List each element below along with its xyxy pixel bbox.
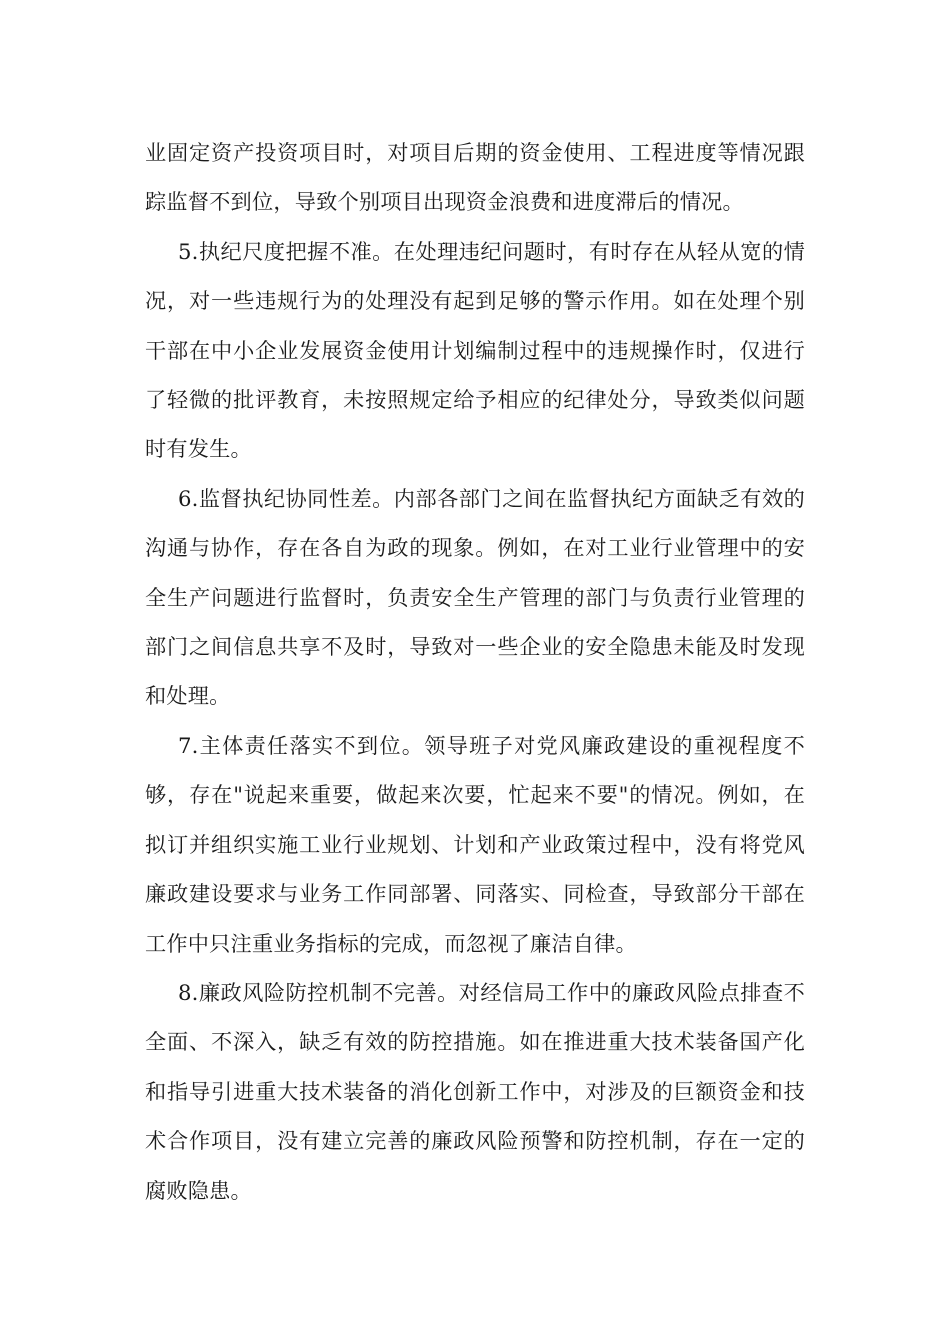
paragraph-item-8: 8.廉政风险防控机制不完善。对经信局工作中的廉政风险点排查不全面、不深入，缺乏有效的防控措施。如在推进重大技术装备国产化和指导引进重大技术装备的消化创新工作中，对涉及的巨额资金和技术合作项目，没有建立完善的廉政风险预警和防控机制，存在一定的腐败隐患。 [145, 979, 805, 1203]
paragraph-continuation: 业固定资产投资项目时，对项目后期的资金使用、工程进度等情况跟踪监督不到位，导致个别项目出现资金浪费和进度滞后的情况。 [145, 140, 805, 215]
paragraph-item-6: 6.监督执纪协同性差。内部各部门之间在监督执纪方面缺乏有效的沟通与协作，存在各自为政的现象。例如，在对工业行业管理中的安全生产问题进行监督时，负责安全生产管理的部门与负责行业管理的部门之间信息共享不及时，导致对一些企业的安全隐患未能及时发现和处理。 [145, 485, 805, 709]
document-body [145, 128, 805, 1215]
paragraph-item-5: 5.执纪尺度把握不准。在处理违纪问题时，有时存在从轻从宽的情况，对一些违规行为的处理没有起到足够的警示作用。如在处理个别干部在中小企业发展资金使用计划编制过程中的违规操作时，仅进行了轻微的批评教育，未按照规定给予相应的纪律处分，导致类似问题时有发生。 [145, 238, 805, 462]
paragraph-item-7: 7.主体责任落实不到位。领导班子对党风廉政建设的重视程度不够，存在"说起来重要，做起来次要，忙起来不要"的情况。例如，在拟订并组织实施工业行业规划、计划和产业政策过程中，没有将党风廉政建设要求与业务工作同部署、同落实、同检查，导致部分干部在工作中只注重业务指标的完成，而忽视了廉洁自律。 [145, 732, 805, 956]
